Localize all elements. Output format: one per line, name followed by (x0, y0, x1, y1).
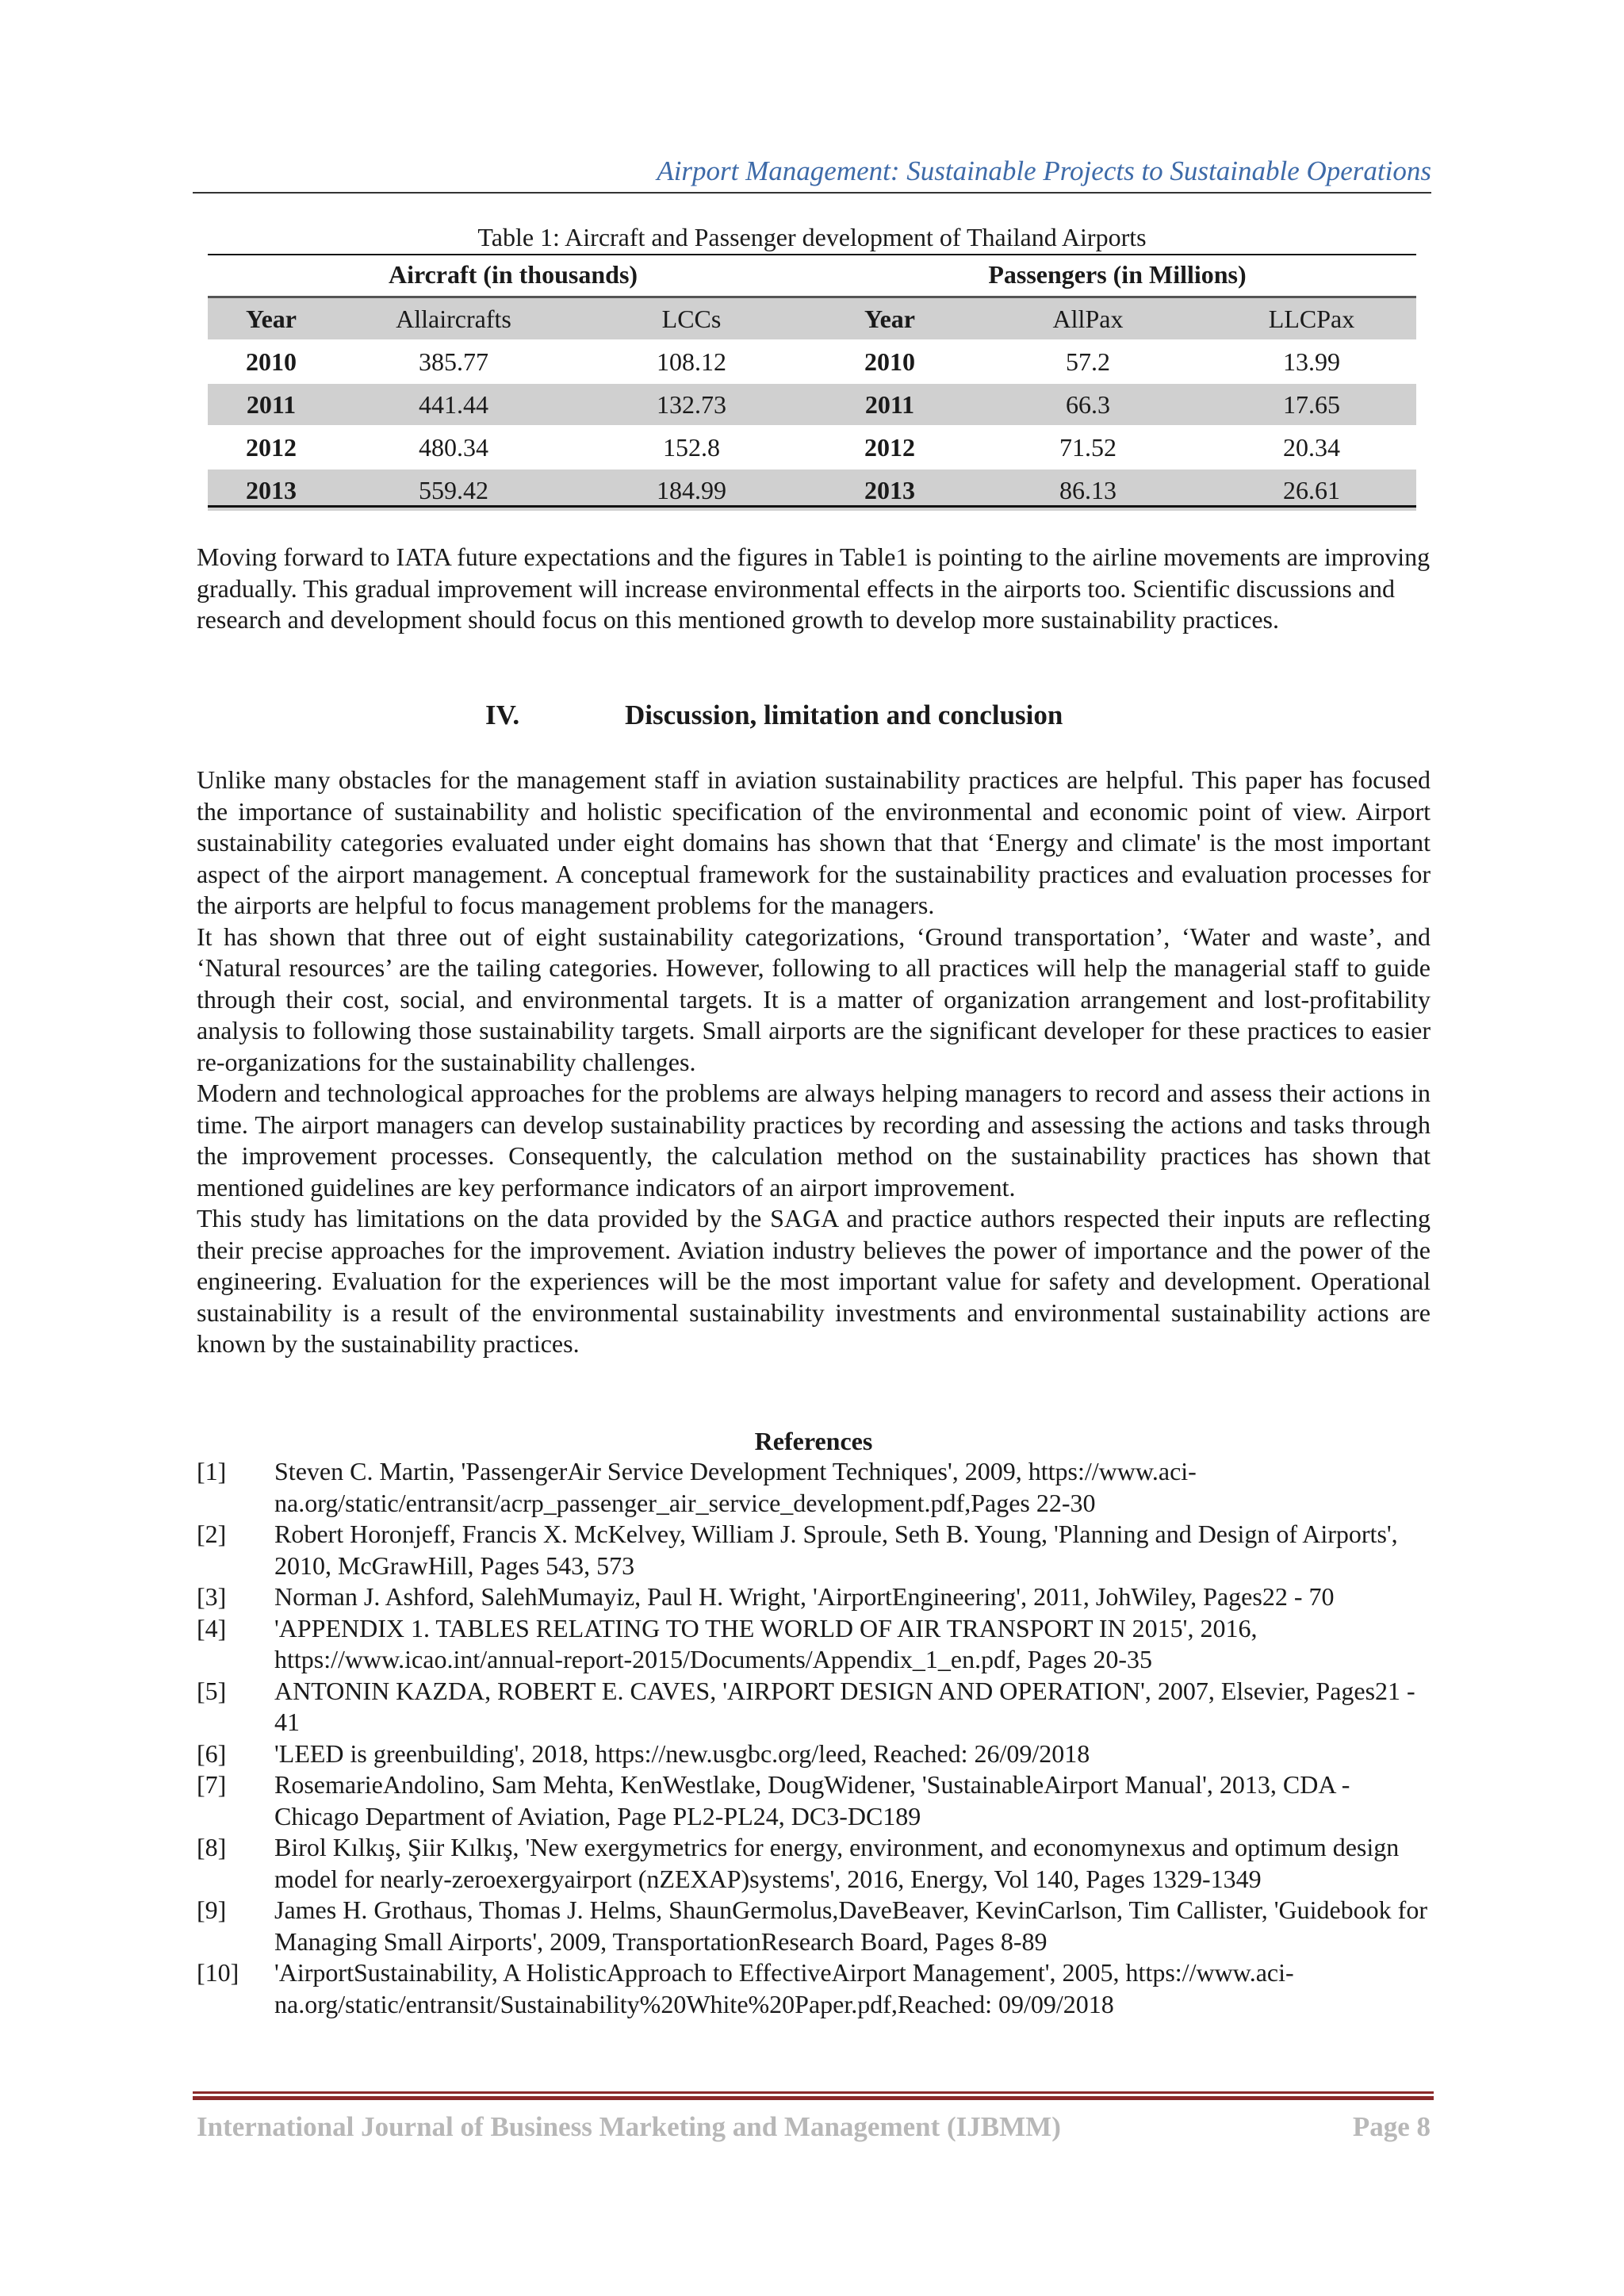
table-cell: 66.3 (1066, 390, 1110, 419)
discussion-paragraph: This study has limitations on the data provided by the SAGA and practice authors respected their inputs are reflecting their precise approaches for the improvement. Aviation industry believes the power of importance and the power of the engineering. Evaluation for the experiences will be the most important value for safety and development. Operational sustainability is a result of the environmental sustainability investments and environmental sustainability actions are known by the sustainability practices. (197, 1204, 1431, 1358)
reference-text: 'APPENDIX 1. TABLES RELATING TO THE WORLD OF AIR TRANSPORT IN 2015', 2016, https://www.icao.int/annual-report-2015/Documents/Appendix_1_en.pdf, Pages 20-35 (274, 1613, 1258, 1673)
table-cell: 385.77 (419, 347, 488, 376)
group-aircraft: Aircraft (in thousands) (388, 260, 638, 289)
column-header: Year (864, 305, 915, 333)
table-cell: 480.34 (419, 433, 488, 462)
table-cell: 2013 (864, 476, 915, 504)
reference-text: 'LEED is greenbuilding', 2018, https://new.usgbc.org/leed, Reached: 26/09/2018 (274, 1738, 1090, 1768)
reference-list (197, 1456, 1434, 2020)
table-row (208, 425, 1416, 468)
table-cell: 13.99 (1283, 347, 1340, 376)
discussion-paragraph: Modern and technological approaches for the problems are always helping managers to record and assess their actions in time. The airport managers can develop sustainability practices by recording and assessing the actions and tasks through the improvement processes. Consequently, the calculation method on the sustainability practices has shown that mentioned guidelines are key performance indicators of an airport improvement. (197, 1079, 1431, 1202)
reference-text: RosemarieAndolino, Sam Mehta, KenWestlake, DougWidener, 'SustainableAirport Manual', 2013, CDA - Chicago Department of Aviation, Page PL2-PL24, DC3-DC189 (274, 1770, 1350, 1830)
section-number: IV. (485, 700, 520, 730)
group-passengers: Passengers (in Millions) (988, 260, 1247, 289)
table-cell: 132.73 (657, 390, 726, 419)
footer-rule-thin (193, 2091, 1434, 2094)
reference-number: [10] (197, 1958, 239, 1987)
reference-number: [5] (197, 1676, 227, 1705)
reference-text: James H. Grothaus, Thomas J. Helms, ShaunGermolus,DaveBeaver, KevinCarlson, Tim Callister, 'Guidebook for Managing Small Airports', 2009, TransportationResearch Board, Pages 8-89 (274, 1895, 1427, 1956)
page-number: Page 8 (1352, 2111, 1431, 2142)
reference-number: [3] (197, 1582, 227, 1611)
table-cell: 17.65 (1283, 390, 1340, 419)
table-caption: Table 1: Aircraft and Passenger development of Thailand Airports (477, 223, 1147, 251)
reference-item (197, 1957, 1434, 2020)
reference-number: [2] (197, 1520, 227, 1548)
section-title: Discussion, limitation and conclusion (625, 700, 1063, 730)
column-header: AllPax (1052, 305, 1124, 333)
table-cell: 108.12 (657, 347, 726, 376)
table-row (208, 468, 1416, 511)
table-cell: 2012 (864, 433, 915, 462)
reference-text: Steven C. Martin, 'PassengerAir Service Development Techniques', 2009, https://www.aci-na.org/static/entransit/acrp_passenger_air_service_development.pdf,Pages 22-30 (274, 1457, 1197, 1517)
reference-text: Robert Horonjeff, Francis X. McKelvey, William J. Sproule, Seth B. Young, 'Planning and Design of Airports', 2010, McGrawHill, Pages 543, 573 (274, 1520, 1398, 1580)
references-title: References (754, 1427, 873, 1455)
table-cell: 184.99 (657, 476, 726, 504)
table-cell: 20.34 (1283, 433, 1340, 462)
reference-text: Norman J. Ashford, SalehMumayiz, Paul H. Wright, 'AirportEngineering', 2011, JohWiley, Pages22 - 70 (274, 1582, 1335, 1611)
reference-number: [7] (197, 1770, 227, 1799)
footer-rule-thick (193, 2096, 1434, 2100)
table-group-header (208, 258, 1416, 296)
table-cell: 2012 (246, 433, 297, 462)
column-header: Year (246, 305, 297, 333)
data-table (208, 296, 1416, 511)
table-cell: 152.8 (663, 433, 720, 462)
footer-journal: International Journal of Business Marketing and Management (IJBMM) (197, 2111, 1061, 2142)
table-cell: 559.42 (419, 476, 488, 504)
discussion-body (197, 765, 1431, 1360)
reference-item (197, 1456, 1434, 1519)
table-cell: 2011 (246, 390, 297, 419)
table-cell: 441.44 (419, 390, 488, 419)
reference-item (197, 1769, 1434, 1832)
column-header: Allaircrafts (396, 305, 511, 333)
reference-number: [9] (197, 1895, 227, 1924)
table-cell: 26.61 (1283, 476, 1340, 504)
reference-item (197, 1676, 1434, 1738)
table-cell: 2010 (246, 347, 297, 376)
column-header: LCCs (661, 305, 722, 333)
reference-number: [8] (197, 1833, 227, 1861)
table-cell: 2013 (246, 476, 297, 504)
table-row (208, 339, 1416, 382)
reference-number: [6] (197, 1738, 227, 1768)
table-header-row (208, 296, 1416, 339)
discussion-paragraph: It has shown that three out of eight sustainability categorizations, ‘Ground transportation’, ‘Water and waste’, and ‘Natural resources’ are the tailing categories. However, following to all practices will help the managerial staff to guide through their cost, social, and environmental targets. It is a matter of organization arrangement and lost-profitability analysis to following those sustainability targets. Small airports are the significant developer for these practices to easier re-organizations for the sustainability challenges. (197, 922, 1431, 1076)
reference-number: [4] (197, 1613, 227, 1642)
reference-text: 'AirportSustainability, A HolisticApproach to EffectiveAirport Management', 2005, https://www.aci-na.org/static/entransit/Sustainability%20White%20Paper.pdf,Reached: 09/09/2018 (274, 1958, 1294, 2018)
table-row (208, 382, 1416, 425)
intro-paragraph: Moving forward to IATA future expectations and the figures in Table1 is pointing to the airline movements are improving gradually. This gradual improvement will increase environmental effects in the airports too. Scientific discussions and research and development should focus on this mentioned growth to develop more sustainability practices. (197, 542, 1431, 634)
table-cell: 86.13 (1059, 476, 1116, 504)
header-rule (193, 192, 1431, 194)
reference-item (197, 1519, 1434, 1581)
table-cell: 71.52 (1059, 433, 1116, 462)
reference-item (197, 1895, 1434, 1957)
table-cell: 57.2 (1066, 347, 1110, 376)
running-header: Airport Management: Sustainable Projects to Sustainable Operations (657, 155, 1431, 186)
table-top-rule (208, 254, 1416, 255)
reference-text: Birol Kılkış, Şiir Kılkış, 'New exergymetrics for energy, environment, and economynexus and optimum design model for nearly-zeroexergyairport (nZEXAP)systems', 2016, Energy, Vol 140, Pages 1329-1349 (274, 1833, 1400, 1893)
table-bottom-rule (208, 505, 1416, 508)
reference-item (197, 1613, 1434, 1676)
reference-number: [1] (197, 1457, 227, 1485)
reference-text: ANTONIN KAZDA, ROBERT E. CAVES, 'AIRPORT DESIGN AND OPERATION', 2007, Elsevier, Pages21 - 41 (274, 1676, 1415, 1736)
table-cell: 2011 (864, 390, 915, 419)
column-header: LLCPax (1268, 305, 1355, 333)
reference-item (197, 1738, 1434, 1770)
table-cell: 2010 (864, 347, 915, 376)
reference-item (197, 1832, 1434, 1895)
discussion-paragraph: Unlike many obstacles for the management staff in aviation sustainability practices are helpful. This paper has focused the importance of sustainability and holistic specification of the environmental and economic point of view. Airport sustainability categories evaluated under eight domains has shown that that ‘Energy and climate' is the most important aspect of the airport management. A conceptual framework for the sustainability practices and evaluation processes for the airports are helpful to focus management problems for the managers. (197, 765, 1431, 919)
reference-item (197, 1581, 1434, 1613)
